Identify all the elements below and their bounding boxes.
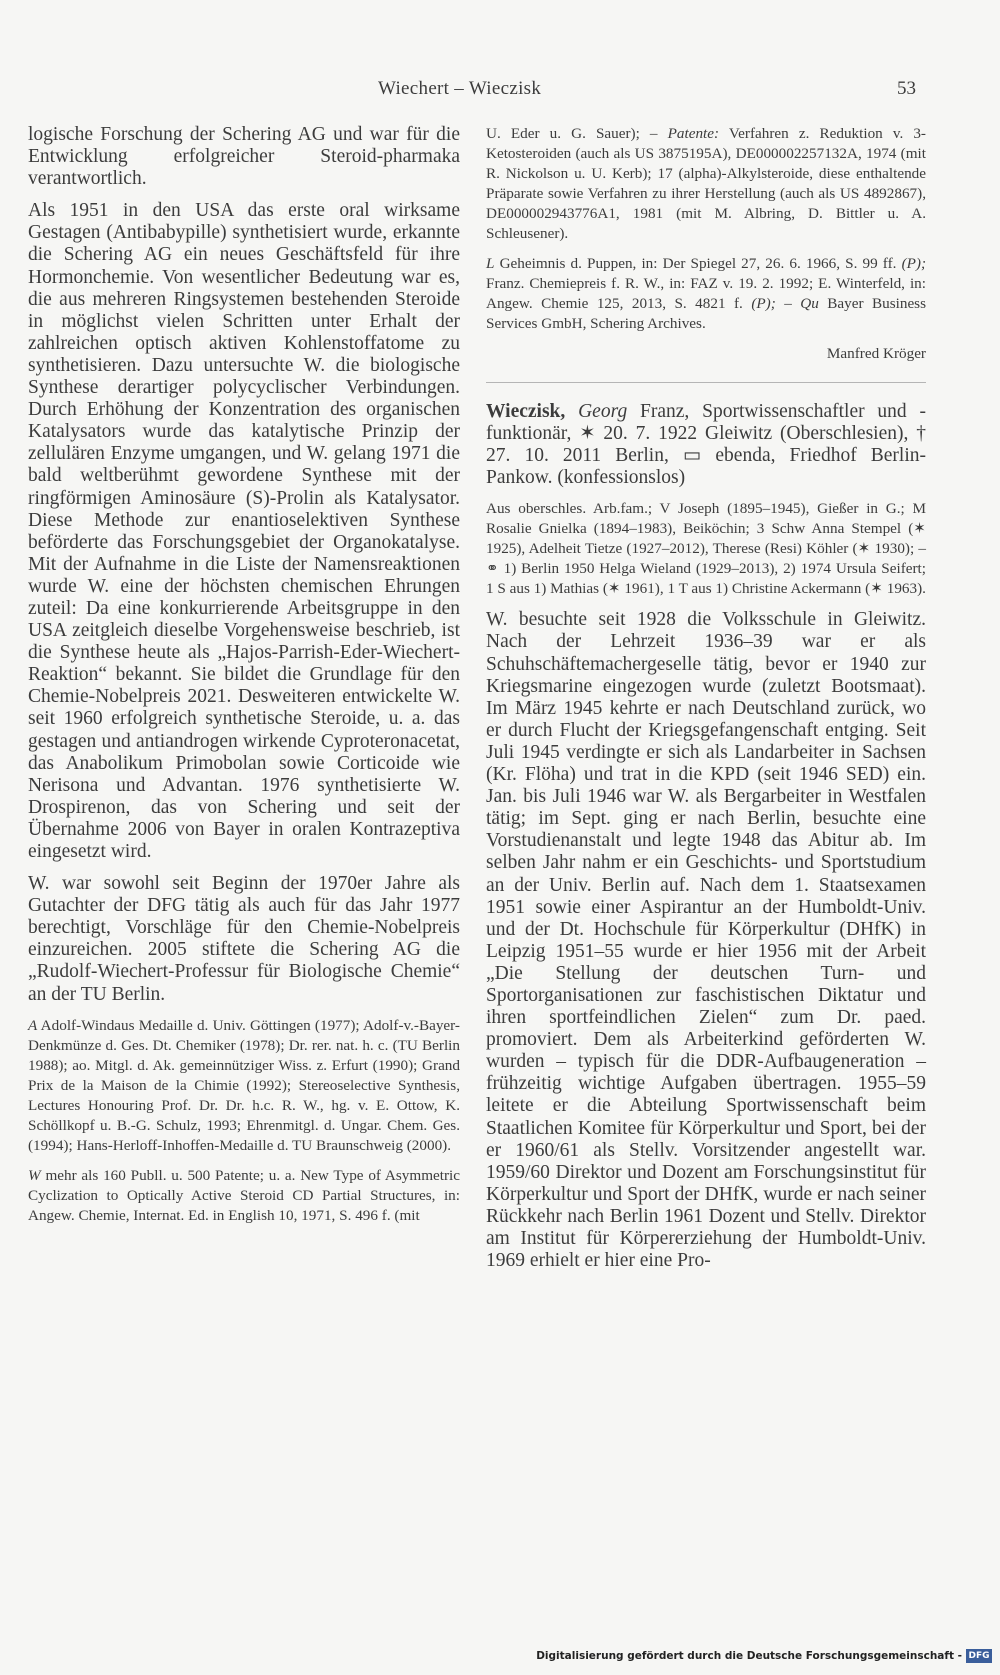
paragraph-synthesis: Als 1951 in den USA das erste oral wirksame Gestagen (Antibabypille) synthetisiert wurde, erkannte die Schering AG ein neues Geschäftsfeld für ihre Hormonchemie. Von wesentlicher Bedeutung war es, die aus mehreren Ringsystemen bestehenden Steroide in möglichst vielen Schritten unter Erhalt der zahlreichen optisch aktiven Kohlenstoffatome zu synthetisieren. Dazu untersuchte W. die biologische Synthese derartiger polycyclischer Verbindungen. Durch Erhöhung der Konzentration des organischen Katalysators wurde das katalytische Prinzip der zellulären Enzyme umgangen, und W. gelang 1971 die bald weltberühmt gewordene Synthese mit der ringförmigen Aminosäure (S)-Prolin als Katalysator. Diese Methode zur enantioselektiven Synthese beförderte das Forschungsgebiet der Organokatalyse. Mit der Aufnahme in die Liste der Namensreaktionen wurde W. eine der höchsten chemischen Ehrungen zuteil: Da eine konkurrierende Arbeitsgruppe in den USA zeitgleich dieselbe Vorgehensweise beschrieb, ist die Synthese heute als „Hajos-Parrish-Eder-Wiechert-Reaktion“ bekannt. Sie bildet die Grundlage für den Chemie-Nobelpreis 2021. Desweiteren entwickelte W. seit 1960 erfolgreich synthetische Steroide, u. a. das gestagen und antiandrogen wirkende Cyproteronacetat, das Anabolikum Primobolan sowie Corticoide wie Nerisona und Advantan. 1976 synthetisierte W. Drospirenon, das von Schering und seit der Übernahme 2006 von Bayer in oralen Kontrazeptiva eingesetzt wird. [28, 200, 460, 862]
entry-surname: Wieczisk, [486, 401, 566, 422]
entry-heading [486, 401, 926, 489]
running-title: Wiechert – Wieczisk [378, 78, 542, 99]
footer-credit: Digitalisierung gefördert durch die Deutsche Forschungsgemeinschaft - [536, 1650, 962, 1662]
awards-section [28, 1016, 460, 1156]
awards-text: Adolf-Windaus Medaille d. Univ. Göttingen (1977); Adolf-v.-Bayer-Denkmünze d. Ges. Dt. Chemiker (1978); Dr. rer. nat. h. c. (TU Berlin 1988); ao. Mitgl. d. Ak. gemeinnütziger Wiss. z. Erfurt (1990); Grand Prix de la Maison de la Chimie (1992); Stereoselective Synthesis, Lectures Honouring Prof. Dr. Dr. h.c. R. W., hg. v. E. Ottow, K. Schöllkopf u. B.-G. Schulz, 1993; Ehrenmitgl. d. Ungar. Chem. Ges. (1994); Hans-Herloff-Inhoffen-Medaille d. TU Braunschweig (2000). [28, 1016, 460, 1154]
lit-b: Franz. Chemiepreis f. R. W., in: FAZ v. 19. 2. 1992; E. Winterfeld, in: Angew. Chemie 125, 2013, S. 4821 f. [486, 275, 926, 312]
entry-given-name: Georg [578, 401, 628, 422]
works-cont-a: U. Eder u. G. Sauer); – [486, 125, 668, 142]
sources-sigil: Qu [800, 295, 819, 312]
footer [0, 1650, 1000, 1670]
article-author: Manfred Kröger [826, 345, 926, 362]
family-section: Aus oberschles. Arb.fam.; V Joseph (1895–1945), Gießer in G.; M Rosalie Gnielka (1894–1983), Beiköchin; 3 Schw Anna Stempel (✶ 1925), Adelheit Tietze (1927–2012), Therese (Resi) Köhler (✶ 1930); – ⚭ 1) Berlin 1950 Helga Wieland (1929–2013), 2) 1974 Ursula Seifert; 1 S aus 1) Mathias (✶ 1961), 1 T aus 1) Christine Ackermann (✶ 1963). [486, 500, 926, 598]
running-header [0, 78, 1000, 108]
awards-sigil: A [28, 1016, 38, 1034]
lit-c: – [775, 295, 801, 312]
works-sigil: W [28, 1166, 41, 1184]
entry-details: Franz, Sportwissenschaftler und -funktionär, ✶ 20. 7. 1922 Gleiwitz (Oberschlesien), † 27. 10. 2011 Berlin, ▭ ebenda, Friedhof Berlin-Pankow. (konfessionslos) [486, 401, 926, 489]
entry-divider [486, 382, 926, 383]
left-column [28, 124, 460, 1236]
patents-label: Patente: [667, 125, 720, 142]
dfg-logo: DFG [966, 1649, 992, 1663]
lit-p2: (P); [751, 295, 776, 312]
right-column [486, 124, 926, 1282]
paragraph-dfg: W. war sowohl seit Beginn der 1970er Jahre als Gutachter der DFG tätig als auch für das Jahr 1977 berechtigt, Vorschläge für den Chemie-Nobelpreis einzureichen. 2005 stiftete die Schering AG die „Rudolf-Wiechert-Professur für Biologische Chemie“ an der TU Berlin. [28, 873, 460, 1005]
lit-d: Bayer Business Services GmbH, Schering Archives. [486, 295, 927, 332]
literature-sigil: L [486, 255, 495, 272]
lit-a: Geheimnis d. Puppen, in: Der Spiegel 27, 26. 6. 1966, S. 99 ff. [499, 255, 902, 272]
works-continued [486, 124, 926, 244]
lit-p1: (P); [901, 255, 927, 272]
works-text: mehr als 160 Publl. u. 500 Patente; u. a. New Type of Asymmetric Cyclization to Optically Active Steroid CD Partial Structures, in: Angew. Chemie, Internat. Ed. in English 10, 1971, S. 496 f. (mit [28, 1166, 460, 1224]
literature-section [486, 254, 926, 334]
paragraph-intro: logische Forschung der Schering AG und war für die Entwicklung erfolgreicher Steroid-pharmaka verantwortlich. [28, 124, 460, 190]
page-number: 53 [897, 78, 916, 99]
works-cont-b: Verfahren z. Reduktion v. 3-Ketosteroiden (auch als US 3875195A), DE000002257132A, 1974 (mit R. Nickolson u. U. Kerb); 17 (alpha)-Alkylsteroide, diese enthaltende Präparate sowie Verfahren zu ihrer Herstellung (auch als US 4892867), DE000002943776A1, 1981 (mit M. Albring, D. Bittler u. A. Schleusener). [486, 125, 926, 242]
works-section [28, 1166, 460, 1226]
biography-text: W. besuchte seit 1928 die Volksschule in Gleiwitz. Nach der Lehrzeit 1936–39 war er als Schuhschäftemachergeselle tätig, bevor er 1940 zur Kriegsmarine eingezogen wurde (zuletzt Bootsmaat). Im März 1945 kehrte er nach Deutschland zurück, wo er durch Flucht der Kriegsgefangenschaft entging. Seit Juli 1945 verdingte er sich als Landarbeiter in Sachsen (Kr. Flöha) und trat in die KPD (seit 1946 SED) ein. Jan. bis Juli 1946 war W. als Bergarbeiter in Westfalen tätig; im Sept. ging er nach Berlin, besuchte eine Vorstudienanstalt und legte 1948 das Abitur ab. Im selben Jahr nahm er ein Geschichts- und Sportstudium an der Univ. Berlin auf. Nach dem 1. Staatsexamen 1951 sowie einer Aspirantur an der Humboldt-Univ. und der Dt. Hochschule für Körperkultur (DHfK) in Leipzig 1951–55 wurde er hier 1956 mit der Arbeit „Die Stellung der deutschen Turn- und Sportorganisationen zur faschistischen Diktatur und ihren sportfeindlichen Zielen“ zum Dr. paed. promoviert. Dem als Arbeiterkind geförderten W. wurden – typisch für die DDR-Aufbaugeneration – frühzeitig wichtige Aufgaben übertragen. 1955–59 leitete er die Abteilung Sportwissenschaft beim Staatlichen Komitee für Körperkultur und Sport, bei der er 1960/61 als Stellv. Vorsitzender angestellt war. 1959/60 Direktor und Dozent am Forschungsinstitut für Körperkultur und Sport der DHfK, wurde er nach seiner Rückkehr nach Berlin 1961 Dozent und Stellv. Direktor am Institut für Körpererziehung der Humboldt-Univ. 1969 erhielt er hier eine Pro- [486, 609, 926, 1272]
